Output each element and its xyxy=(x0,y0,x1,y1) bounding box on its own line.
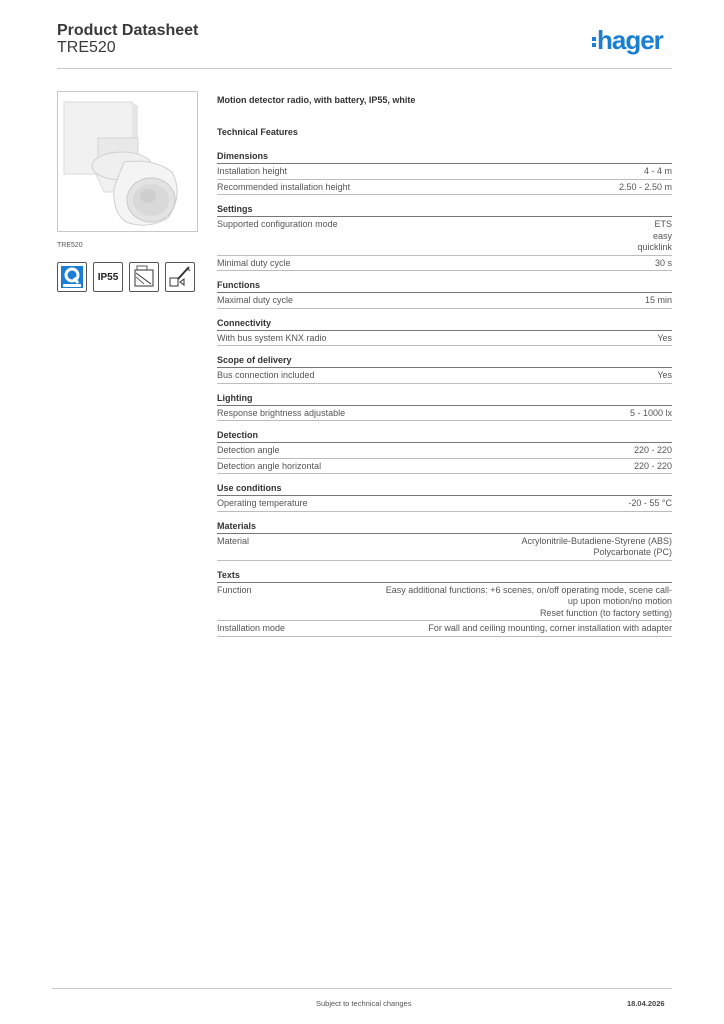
spec-section xyxy=(217,483,672,512)
spec-section xyxy=(217,430,672,474)
spec-row xyxy=(217,164,672,180)
section-title: Dimensions xyxy=(217,151,672,164)
spec-label: Detection angle horizontal xyxy=(217,460,322,471)
spec-section xyxy=(217,570,672,637)
spec-value: Easy additional functions: +6 scenes, on/off operating mode, scene call- up upon motion/no motion Reset function (to factory setting) xyxy=(385,584,672,618)
section-title: Materials xyxy=(217,521,672,534)
spec-value: 5 - 1000 lx xyxy=(629,407,672,418)
spec-row xyxy=(217,443,672,459)
spec-row xyxy=(217,583,672,622)
spec-label: Bus connection included xyxy=(217,370,315,380)
spec-label: Function xyxy=(217,584,252,595)
section-title: Functions xyxy=(217,280,672,293)
spec-value: 220 - 220 xyxy=(633,445,672,455)
ip55-badge xyxy=(93,262,123,292)
spec-label: Detection angle xyxy=(217,445,280,455)
configuration-tool-icon xyxy=(165,262,195,292)
section-title: Scope of delivery xyxy=(217,355,672,368)
spec-label: Maximal duty cycle xyxy=(217,295,294,305)
product-image xyxy=(57,91,198,232)
spec-section xyxy=(217,521,672,561)
section-title: Settings xyxy=(217,204,672,217)
footer-date: 18.04.2026 xyxy=(627,999,665,1008)
spec-label: Operating temperature xyxy=(217,498,308,508)
spec-section xyxy=(217,280,672,309)
specifications xyxy=(217,95,672,646)
section-title: Connectivity xyxy=(217,318,672,331)
spec-row xyxy=(217,534,672,561)
spec-value: For wall and ceiling mounting, corner installation with adapter xyxy=(428,623,672,633)
spec-row xyxy=(217,293,672,309)
ip-rating: IP55 xyxy=(97,271,119,283)
spec-section xyxy=(217,204,672,271)
spec-row xyxy=(217,256,672,272)
spec-label: Supported configuration mode xyxy=(217,219,338,229)
spec-value: 4 - 4 m xyxy=(643,166,672,176)
spec-section xyxy=(217,355,672,384)
spec-label: Minimal duty cycle xyxy=(217,257,291,268)
spec-label: Response brightness adjustable xyxy=(217,407,346,418)
spec-sections xyxy=(217,151,672,637)
spec-row xyxy=(217,217,672,256)
spec-value: 220 - 220 xyxy=(633,460,672,471)
section-title: Use conditions xyxy=(217,483,672,496)
header-divider xyxy=(57,68,672,69)
spec-section xyxy=(217,151,672,195)
spec-row xyxy=(217,406,672,422)
detection-range-icon xyxy=(129,262,159,292)
spec-row xyxy=(217,180,672,196)
spec-row xyxy=(217,459,672,475)
spec-label: With bus system KNX radio xyxy=(217,332,327,343)
spec-row xyxy=(217,621,672,637)
hager-logo xyxy=(592,27,663,53)
spec-label: Recommended installation height xyxy=(217,181,351,192)
section-title: Lighting xyxy=(217,393,672,406)
section-title: Detection xyxy=(217,430,672,443)
spec-value: Yes xyxy=(657,332,672,343)
brand-name: hager xyxy=(597,25,663,55)
spec-value: -20 - 55 °C xyxy=(628,498,672,508)
spec-value: 2.50 - 2.50 m xyxy=(618,181,672,192)
footer-divider xyxy=(52,988,672,989)
spec-row xyxy=(217,496,672,512)
page-title: Product Datasheet xyxy=(57,22,199,39)
technical-features-heading: Technical Features xyxy=(217,127,298,137)
image-caption: TRE520 xyxy=(57,242,83,249)
feature-badges xyxy=(57,262,195,292)
product-description: Motion detector radio, with battery, IP55, white xyxy=(217,95,416,105)
footer-note: Subject to technical changes xyxy=(316,999,412,1008)
spec-row xyxy=(217,368,672,384)
spec-label: Material xyxy=(217,535,250,546)
section-title: Texts xyxy=(217,570,672,583)
spec-label: Installation mode xyxy=(217,623,286,633)
spec-value: 15 min xyxy=(644,295,672,305)
spec-value: Yes xyxy=(657,370,672,380)
spec-value: Acrylonitrile-Butadiene-Styrene (ABS) Polycarbonate (PC) xyxy=(521,535,672,557)
spec-section xyxy=(217,318,672,347)
spec-section xyxy=(217,393,672,422)
quicklink-icon xyxy=(57,262,87,292)
spec-value: 30 s xyxy=(654,257,672,268)
spec-row xyxy=(217,331,672,347)
spec-value: ETS easy quicklink xyxy=(637,219,672,252)
spec-label: Installation height xyxy=(217,166,288,176)
product-code: TRE520 xyxy=(57,39,116,56)
